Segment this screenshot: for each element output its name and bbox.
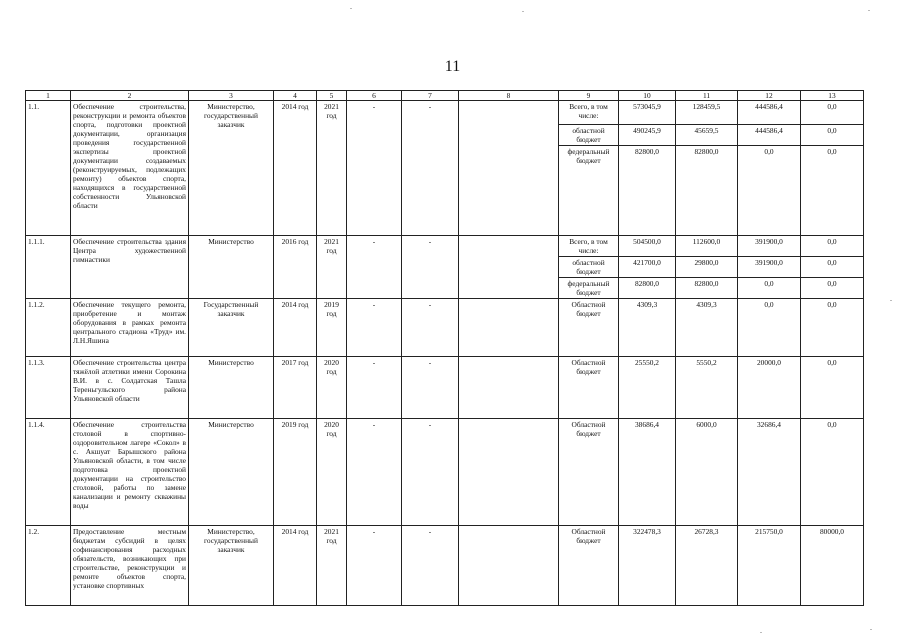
header-col-1: 1: [26, 91, 71, 101]
amount-year-1: 26728,3: [676, 526, 738, 606]
table-row: [26, 526, 864, 606]
funding-source: областной бюджет: [559, 257, 619, 278]
page-number: 11: [444, 58, 461, 75]
amount-total: 504500,0: [619, 236, 676, 257]
row-number: 1.1.: [26, 101, 71, 236]
program-activities-table: [25, 90, 864, 606]
amount-total: 421700,0: [619, 257, 676, 278]
amount-total: 573045,9: [619, 101, 676, 125]
amount-year-1: 82800,0: [676, 278, 738, 299]
table-row: [26, 419, 864, 526]
col-7-value: -: [402, 357, 459, 419]
col-8-value: [459, 299, 559, 357]
header-col-6: 6: [347, 91, 402, 101]
executor: Министерство, государственный заказчик: [189, 526, 274, 606]
amount-total: 38686,4: [619, 419, 676, 526]
col-8-value: [459, 236, 559, 299]
amount-year-2: 0,0: [738, 299, 801, 357]
row-number: 1.2.: [26, 526, 71, 606]
table-row: [26, 357, 864, 419]
row-number: 1.1.4.: [26, 419, 71, 526]
amount-year-2: 391900,0: [738, 257, 801, 278]
amount-year-3: 80000,0: [801, 526, 864, 606]
amount-year-2: 215750,0: [738, 526, 801, 606]
executor: Министерство: [189, 419, 274, 526]
col-7-value: -: [402, 419, 459, 526]
funding-source: федеральный бюджет: [559, 146, 619, 236]
funding-source: Всего, в том числе:: [559, 236, 619, 257]
amount-total: 490245,9: [619, 125, 676, 146]
col-7-value: -: [402, 299, 459, 357]
col-6-value: -: [347, 101, 402, 236]
header-col-12: 12: [738, 91, 801, 101]
col-7-value: -: [402, 526, 459, 606]
executor: Министерство, государственный заказчик: [189, 101, 274, 236]
activity-name: Обеспечение строительства центра тяжёлой атлетики имени Сорокина В.И. в с. Солдатская Ташла Тереньгульского района Ульяновской области: [71, 357, 189, 419]
amount-total: 82800,0: [619, 278, 676, 299]
header-col-10: 10: [619, 91, 676, 101]
end-year: 2020 год: [317, 419, 347, 526]
header-col-5: 5: [317, 91, 347, 101]
funding-source: Областной бюджет: [559, 526, 619, 606]
amount-year-1: 6000,0: [676, 419, 738, 526]
funding-source: Областной бюджет: [559, 357, 619, 419]
col-7-value: -: [402, 236, 459, 299]
amount-year-2: 444586,4: [738, 101, 801, 125]
amount-year-1: 29800,0: [676, 257, 738, 278]
start-year: 2017 год: [274, 357, 317, 419]
amount-year-1: 4309,3: [676, 299, 738, 357]
amount-year-3: 0,0: [801, 236, 864, 257]
funding-source: федеральный бюджет: [559, 278, 619, 299]
executor: Министерство: [189, 236, 274, 299]
table-row: [26, 101, 864, 125]
col-6-value: -: [347, 419, 402, 526]
start-year: 2014 год: [274, 526, 317, 606]
amount-year-1: 82800,0: [676, 146, 738, 236]
table-row: [26, 236, 864, 257]
col-6-value: -: [347, 357, 402, 419]
header-col-9: 9: [559, 91, 619, 101]
table-row: [26, 299, 864, 357]
executor: Государственный заказчик: [189, 299, 274, 357]
funding-source: Областной бюджет: [559, 299, 619, 357]
amount-year-3: 0,0: [801, 146, 864, 236]
col-6-value: -: [347, 526, 402, 606]
header-col-11: 11: [676, 91, 738, 101]
amount-total: 4309,3: [619, 299, 676, 357]
amount-year-1: 45659,5: [676, 125, 738, 146]
col-8-value: [459, 101, 559, 236]
col-8-value: [459, 357, 559, 419]
amount-year-1: 5550,2: [676, 357, 738, 419]
col-8-value: [459, 526, 559, 606]
amount-year-1: 128459,5: [676, 101, 738, 125]
amount-year-3: 0,0: [801, 125, 864, 146]
activity-name: Обеспечение строительства, реконструкции и ремонта объектов спорта, подготовки проектной документации, организация проведения государственной экспертизы проектной документации создаваемых (реконструируемых, подлежащих ремонту) объектов спорта, находящихся в государственной собственности Ульяновской области: [71, 101, 189, 236]
funding-source: Областной бюджет: [559, 419, 619, 526]
amount-year-3: 0,0: [801, 299, 864, 357]
start-year: 2016 год: [274, 236, 317, 299]
col-7-value: -: [402, 101, 459, 236]
row-number: 1.1.3.: [26, 357, 71, 419]
header-col-7: 7: [402, 91, 459, 101]
end-year: 2020 год: [317, 357, 347, 419]
funding-source: областной бюджет: [559, 125, 619, 146]
activity-name: Предоставление местным бюджетам субсидий в целях софинансирования расходных обязательств, возникающих при строительстве, реконструкции и ремонте объектов спорта, установке спортивных: [71, 526, 189, 606]
start-year: 2014 год: [274, 101, 317, 236]
amount-year-2: 32686,4: [738, 419, 801, 526]
executor: Министерство: [189, 357, 274, 419]
header-col-4: 4: [274, 91, 317, 101]
amount-year-1: 112600,0: [676, 236, 738, 257]
amount-year-2: 444586,4: [738, 125, 801, 146]
activity-name: Обеспечение текущего ремонта, приобретение и монтаж оборудования в рамках ремонта центрального стадиона «Труд» им. Л.Н.Яшина: [71, 299, 189, 357]
amount-year-3: 0,0: [801, 278, 864, 299]
amount-year-2: 20000,0: [738, 357, 801, 419]
end-year: 2021 год: [317, 236, 347, 299]
header-col-8: 8: [459, 91, 559, 101]
amount-year-2: 0,0: [738, 278, 801, 299]
amount-total: 25550,2: [619, 357, 676, 419]
header-col-13: 13: [801, 91, 864, 101]
activity-name: Обеспечение строительства столовой в спортивно-оздоровительном лагере «Сокол» в с. Акшуат Барышского района Ульяновской области, в том числе подготовка проектной документации на строительство столовой, работы по замене канализации и ремонту скважины воды: [71, 419, 189, 526]
amount-year-3: 0,0: [801, 357, 864, 419]
end-year: 2021 год: [317, 526, 347, 606]
col-8-value: [459, 419, 559, 526]
end-year: 2019 год: [317, 299, 347, 357]
amount-total: 82800,0: [619, 146, 676, 236]
amount-year-3: 0,0: [801, 101, 864, 125]
funding-source: Всего, в том числе:: [559, 101, 619, 125]
amount-year-3: 0,0: [801, 257, 864, 278]
start-year: 2014 год: [274, 299, 317, 357]
activity-name: Обеспечение строительства здания Центра художественной гимнастики: [71, 236, 189, 299]
col-6-value: -: [347, 299, 402, 357]
header-row: [26, 91, 864, 101]
amount-total: 322478,3: [619, 526, 676, 606]
end-year: 2021 год: [317, 101, 347, 236]
col-6-value: -: [347, 236, 402, 299]
amount-year-2: 0,0: [738, 146, 801, 236]
header-col-3: 3: [189, 91, 274, 101]
header-col-2: 2: [71, 91, 189, 101]
start-year: 2019 год: [274, 419, 317, 526]
amount-year-2: 391900,0: [738, 236, 801, 257]
amount-year-3: 0,0: [801, 419, 864, 526]
row-number: 1.1.1.: [26, 236, 71, 299]
row-number: 1.1.2.: [26, 299, 71, 357]
